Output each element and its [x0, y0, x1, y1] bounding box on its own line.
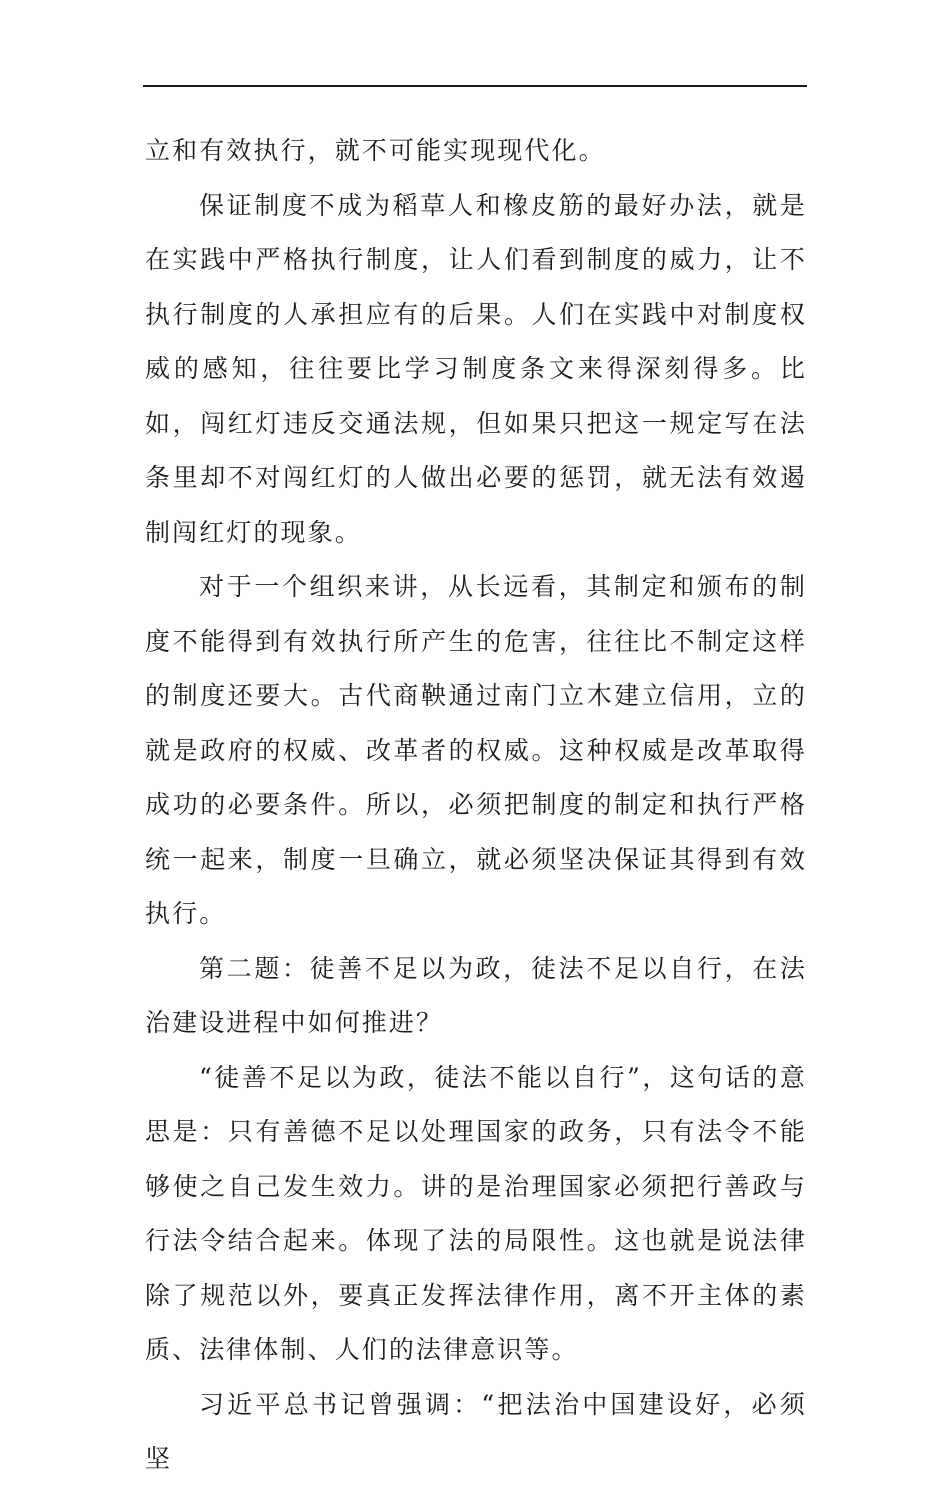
document-body — [145, 124, 807, 1487]
paragraph-5: 习近平总书记曾强调：“把法治中国建设好，必须坚 — [145, 1389, 807, 1473]
question-heading: 第二题：徒善不足以为政，徒法不足以自行，在法治建设进程中如何推进？ — [145, 953, 807, 1037]
paragraph-3: 对于一个组织来讲，从长远看，其制定和颁布的制度不能得到有效执行所产生的危害，往往比不制定这样的制度还要大。古代商鞅通过南门立木建立信用，立的就是政府的权威、改革者的权威。这种权威是改革取得成功的必要条件。所以，必须把制度的制定和执行严格统一起来，制度一旦确立，就必须坚决保证其得到有效执行。 — [145, 572, 807, 928]
paragraph-1: 立和有效执行，就不可能实现现代化。 — [145, 136, 606, 165]
header-rule — [143, 85, 807, 87]
paragraph-2: 保证制度不成为稻草人和橡皮筋的最好办法，就是在实践中严格执行制度，让人们看到制度的威力，让不执行制度的人承担应有的后果。人们在实践中对制度权威的感知，往往要比学习制度条文来得深刻得多。比如，闯红灯违反交通法规，但如果只把这一规定写在法条里却不对闯红灯的人做出必要的惩罚，就无法有效遏制闯红灯的现象。 — [145, 190, 807, 547]
paragraph-4: “徒善不足以为政，徒法不能以自行”，这句话的意思是：只有善德不足以处理国家的政务，只有法令不能够使之自己发生效力。讲的是治理国家必须把行善政与行法令结合起来。体现了法的局限性。这也就是说法律除了规范以外，要真正发挥法律作用，离不开主体的素质、法律体制、人们的法律意识等。 — [145, 1062, 807, 1364]
